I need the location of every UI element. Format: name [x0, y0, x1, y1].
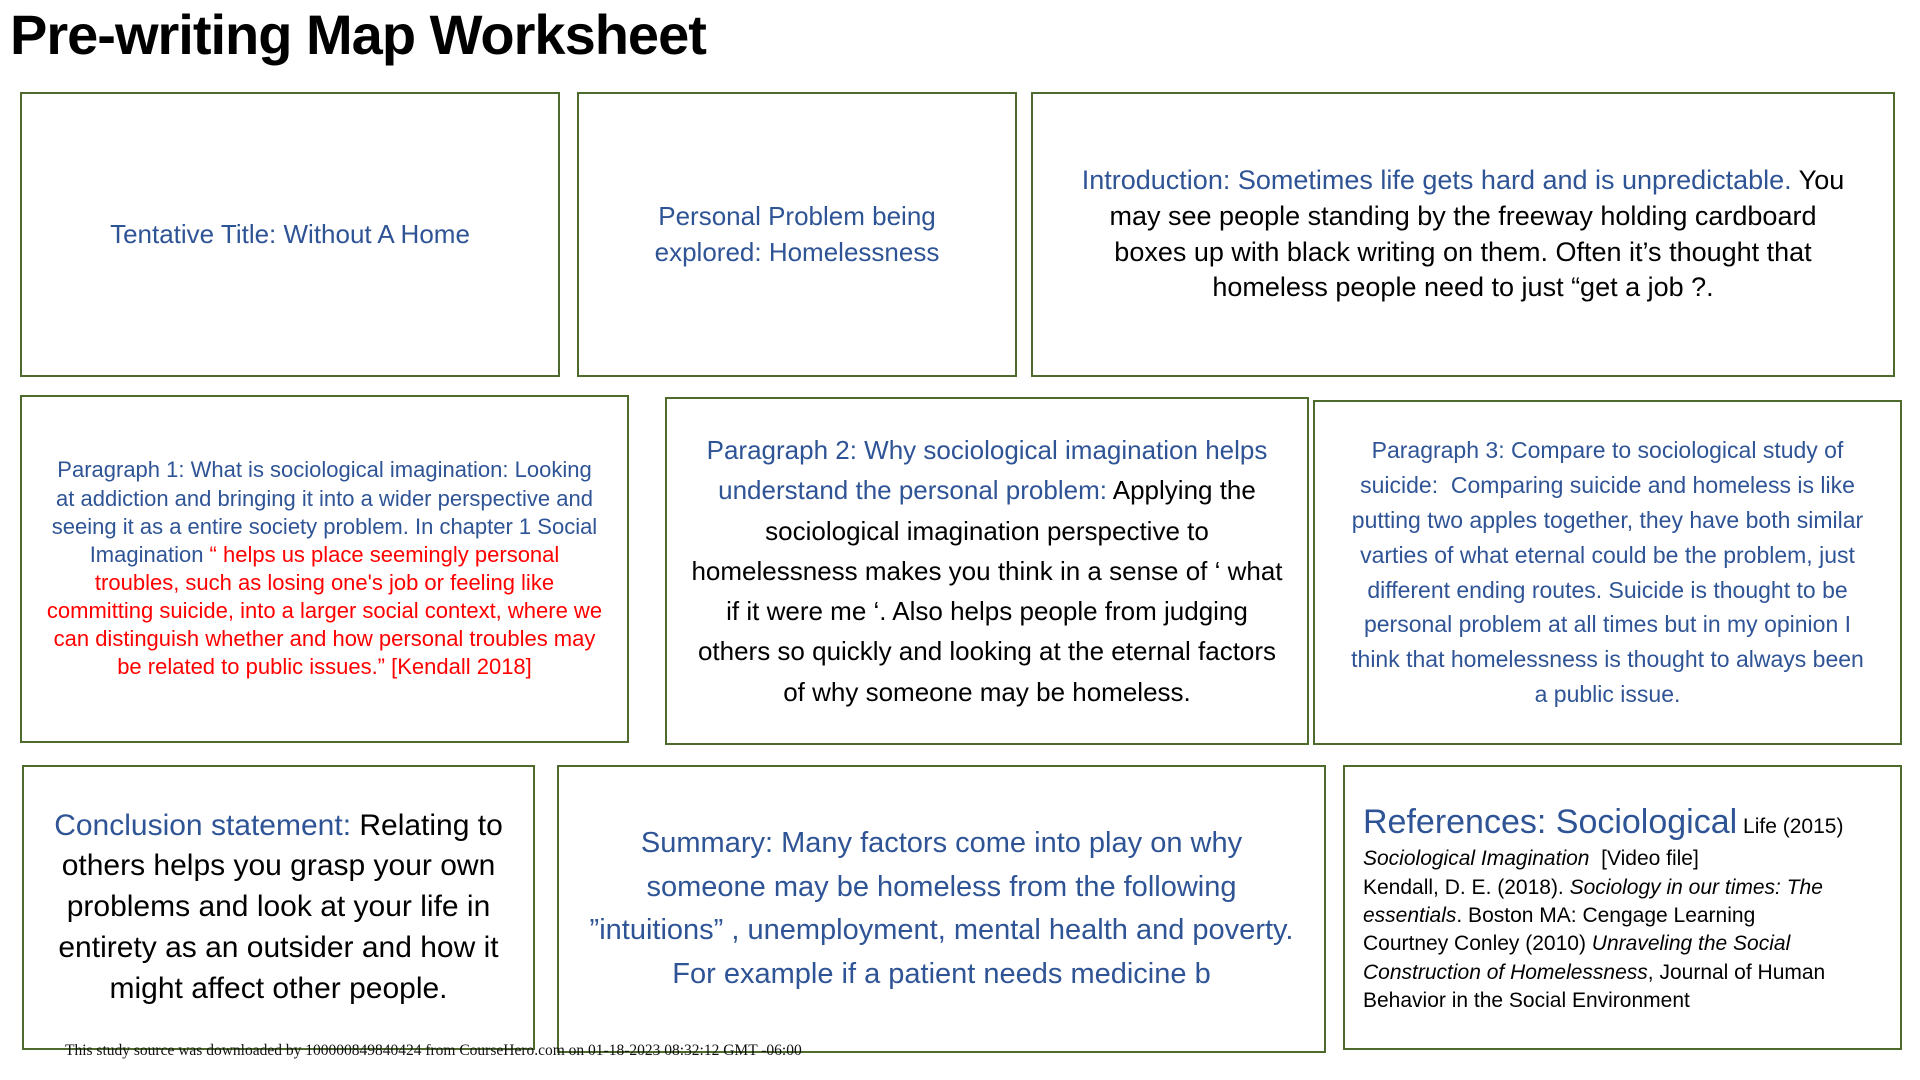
tentative-title-box — [20, 92, 560, 377]
text-segment: Sociology in our times: The essentials — [1363, 875, 1829, 928]
text-segment: . Boston MA: Cengage Learning — [1456, 904, 1756, 928]
text-segment: Kendall, D. E. (2018). — [1363, 875, 1570, 899]
text-segment: References: Sociological — [1363, 802, 1738, 841]
personal-problem-text — [619, 199, 975, 269]
paragraph-1-text — [46, 456, 609, 681]
text-segment: Courtney Conley (2010) — [1363, 932, 1592, 956]
personal-problem-box — [577, 92, 1017, 377]
text-segment: Life (2015) — [1737, 814, 1844, 838]
summary-text — [585, 822, 1302, 996]
paragraph-1-box — [20, 395, 629, 743]
text-segment: Applying the sociological imagination perspective to homelessness makes you think in a sense of ‘ what if it were me ‘. Also helps people from judging others so quickly and looking at the eternal factors of why someone may be homeless. — [691, 475, 1290, 707]
text-segment: Summary: Many factors come into play on why someone may be homeless from the following ”intuitions” , unemployment, mental health and poverty. For example if a patient needs medicine b — [589, 827, 1302, 990]
introduction-box — [1031, 92, 1895, 377]
text-segment: You may see people standing by the freeway holding cardboard boxes up with black writing on them. Often it’s thought that homeless people need to just “get a job ?. — [1109, 165, 1852, 303]
references-text — [1363, 800, 1882, 1016]
paragraph-3-box — [1313, 400, 1902, 745]
introduction-text — [1081, 163, 1852, 306]
paragraph-3-text — [1343, 433, 1872, 713]
paragraph-2-box — [665, 397, 1309, 745]
text-segment: Paragraph 3: Compare to sociological study of suicide: Comparing suicide and homeless is like putting two apples together, they have both similar varties of what eternal could be the problem, just different ending routes. Suicide is thought to be personal problem at all times but in my opinion I think that homelessness is thought to always been a public issue. — [1351, 436, 1871, 708]
coursehero-attribution: This study source was downloaded by 100000849840424 from CourseHero.com on 01-18-2023 08:32:12 GMT -06:00 — [65, 1042, 802, 1059]
text-segment: , Journal of Human Behavior in the Social Environment — [1363, 960, 1832, 1013]
summary-box — [557, 765, 1326, 1053]
text-segment: Relating to others helps you grasp your own problems and look at your life in entirety as an outsider and how it might affect other people. — [58, 808, 512, 1005]
conclusion-text — [46, 806, 511, 1010]
text-segment: Paragraph 1: What is sociological imagination: Looking at addiction and bringing it into a wider perspective and seeing it as a entire society problem. In chapter 1 Social Imagination — [51, 457, 604, 567]
text-segment: [Video file] — [1589, 847, 1699, 871]
paragraph-2-text — [687, 430, 1290, 712]
text-segment: Tentative Title: Without A Home — [110, 218, 470, 249]
conclusion-box — [22, 765, 535, 1050]
text-segment: Introduction: Sometimes life gets hard and is unpredictable. — [1081, 165, 1799, 196]
text-segment: “ helps us place seemingly personal troubles, such as losing one's job or feeling like committing suicide, into a larger social context, where we can distinguish whether and how personal troubles may be related to public issues.” [Kendall 2018] — [46, 541, 609, 680]
text-segment: Sociological Imagination — [1363, 847, 1590, 871]
tentative-title-text — [52, 218, 528, 252]
references-box — [1343, 765, 1902, 1050]
text-segment: Personal Problem being explored: Homelessness — [654, 201, 943, 267]
text-segment: Paragraph 2: Why sociological imagination helps understand the personal problem: — [706, 434, 1275, 506]
page-title: Pre-writing Map Worksheet — [10, 3, 706, 66]
text-segment: Unraveling the Social Construction of Homelessness — [1363, 932, 1797, 984]
text-segment: Conclusion statement: — [54, 808, 360, 842]
